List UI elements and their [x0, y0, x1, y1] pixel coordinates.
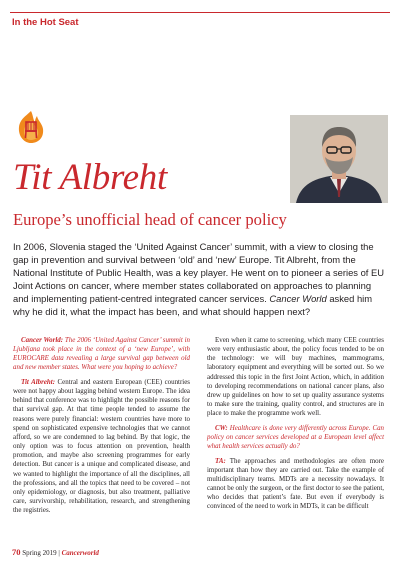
- intro-paragraph: [13, 240, 388, 318]
- answer-text: Even when it came to screening, which many CEE countries were very enthusiastic about, the policy focus tended to be on the technology: we will buy machines, mammograms, laboratory equipment and everything will be sorted out. So we addressed this topic in the first Joint Action, which, in addition to developing recommendations on national cancer plans, also drew up guidelines on how to set up quality assurance systems to make sure the training, quality control, and structures are in place to make the programme work well.: [207, 336, 384, 418]
- flaming-chair-icon: [14, 110, 48, 144]
- question-text: Healthcare is done very differently across Europe. Can policy on cancer services developed at a European level affect what health services actually do?: [207, 423, 385, 451]
- left-column: [13, 336, 190, 521]
- header-rule: [10, 12, 390, 13]
- qa-paragraph: [13, 336, 190, 373]
- right-column: [207, 336, 384, 517]
- intro-text-end: asked him why he did it, what the impact has been, and what should happen next?: [13, 293, 373, 318]
- page-footer: [12, 547, 99, 557]
- qa-paragraph: [207, 336, 384, 418]
- issue-label: Spring 2019 |: [22, 549, 60, 557]
- speaker-label: CW:: [215, 423, 228, 432]
- portrait-photo: [290, 115, 388, 203]
- speaker-label: TA:: [215, 456, 226, 465]
- article-subtitle: Europe’s unofficial head of cancer policy: [13, 210, 287, 229]
- section-label: In the Hot Seat: [12, 17, 79, 28]
- question-text: The 2006 ‘United Against Cancer’ summit in Ljubljana took place in the context of a ‘new Europe’, with EUROCARE data revealing a large survival gap between old and new member states. What were you hoping to achieve?: [13, 336, 191, 372]
- answer-text: Central and eastern European (CEE) countries were not happy about lagging behind western Europe. The idea behind that conference was to highlight the possible reasons for that survival gap. At that time people tended to assume the reasons were purely financial: western countries have more to spend on sophisticated expensive technologies that we cannot afford, so we are condemned to lag behind. By that logic, the only option was to focus attention on prevention, health promotion, and maybe also screening programmes for early detection. But cancer is a unique and complicated disease, and we wanted to highlight the importance of all the disciplines, all the professions, and all the topics that need to be covered – not only epidemiology, or diagnosis, but also treatment, palliative care, survivorship, rehabilitation, research, and strengthening the registries.: [13, 378, 190, 515]
- qa-paragraph: [207, 424, 384, 451]
- speaker-label: Cancer World:: [21, 336, 64, 344]
- intro-text: In 2006, Slovenia staged the ‘United Against Cancer’ summit, with a view to closing the gap in prevention and survival between ‘old’ and ‘new’ Europe. Tit Albreht, from the National Institute of Public Health, was a key player. He went on to pioneer a series of EU Joint Actions on cancer, where member states collaborated on approaches to planning and implementing patient-centred integrated cancer services.: [13, 241, 385, 305]
- qa-paragraph: [13, 378, 190, 515]
- qa-paragraph: [207, 457, 384, 512]
- speaker-label: Tit Albreht:: [21, 378, 56, 387]
- answer-text: The approaches and methodologies are often more important than how they are carried out. Take the example of multidisciplinary teams. MDTs are a necessity nowadays. It cannot be only the surgeon, or the first doctor to see the patient, who decides that patient’s fate. But even if everybody is convinced of the need to work in MDTs, it can be difficult: [207, 456, 384, 511]
- person-name: Tit Albreht: [13, 157, 167, 198]
- brand-name: Cancerworld: [61, 549, 99, 557]
- page-number: 70: [12, 547, 21, 557]
- intro-publication: Cancer World: [269, 293, 327, 305]
